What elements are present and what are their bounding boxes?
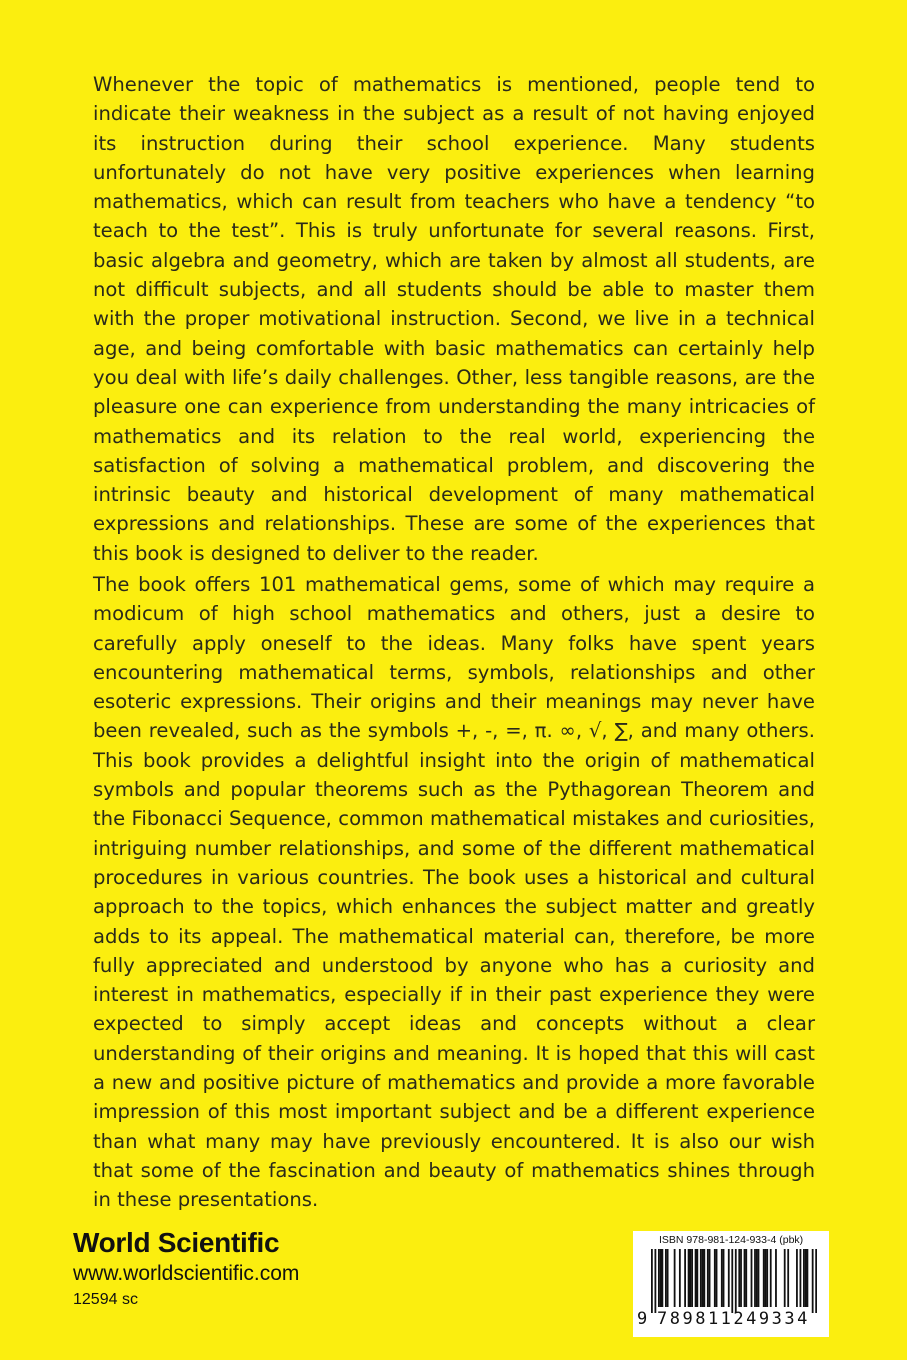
- barcode-bar: [702, 1249, 704, 1307]
- barcode-bar: [691, 1249, 693, 1307]
- barcode-bar: [716, 1249, 718, 1307]
- barcode-bar: [688, 1249, 690, 1307]
- publisher-url: www.worldscientific.com: [73, 1262, 300, 1285]
- barcode-bar: [803, 1249, 805, 1307]
- barcode-digits: 789811249334: [657, 1309, 810, 1329]
- back-cover-paragraph-1: Whenever the topic of mathematics is mentioned, people tend to indicate their weakness in the subject as a result of not having enjoyed its instruction during their school experience. Many students unfortunately do not have very positive experiences when learning mathematics, which can result from teachers who have a tendency “to teach to the test”. This is truly unfortunate for several reasons. First, basic algebra and geometry, which are taken by almost all students, are not difficult subjects, and all students should be able to master them with the proper motivational instruction. Second, we live in a technical age, and being comfortable with basic mathematics can certainly help you deal with life’s daily challenges. Other, less tangible reasons, are the pleasure one can experience from understanding the many intricacies of mathematics and its relation to the real world, experiencing the satisfaction of solving a mathematical problem, and discovering the intrinsic beauty and historical development of many mathematical expressions and relationships. These are some of the experiences that this book is designed to deliver to the reader.: [93, 73, 815, 565]
- back-cover-paragraph-2: The book offers 101 mathematical gems, some of which may require a modicum of high school mathematics and others, just a desire to carefully apply oneself to the ideas. Many folks have spent years encountering mathematical terms, symbols, relationships and other esoteric expressions. Their origins and their meanings may never have been revealed, such as the symbols +, -, =, π. ∞, √, ∑, and many others. This book provides a delightful insight into the origin of mathematical symbols and popular theorems such as the Pythagorean Theorem and the Fibonacci Sequence, common mathematical mistakes and curiosities, intriguing number relationships, and some of the different mathematical procedures in various countries. The book uses a historical and cultural approach to the topics, which enhances the subject matter and greatly adds to its appeal. The mathematical material can, therefore, be more fully appreciated and understood by anyone who has a curiosity and interest in mathematics, especially if in their past experience they were expected to simply accept ideas and concepts without a clear understanding of their origins and meaning. It is hoped that this will cast a new and positive picture of mathematics and provide a more favorable impression of this most important subject and be a different experience than what many may have previously encountered. It is also our wish that some of the fascination and beauty of mathematics shines through in these presentations.: [93, 573, 815, 1212]
- publisher-name: World Scientific: [73, 1227, 280, 1258]
- barcode-bar: [766, 1249, 768, 1307]
- barcode-bar: [756, 1249, 758, 1307]
- barcode-bar: [744, 1249, 746, 1307]
- barcode-bar: [800, 1249, 802, 1307]
- barcode-bar: [784, 1249, 786, 1307]
- barcode-bar: [728, 1249, 730, 1307]
- barcode-bar: [696, 1249, 698, 1307]
- barcode-bar: [754, 1249, 756, 1307]
- barcode-bar: [707, 1249, 709, 1307]
- barcode-bar: [684, 1249, 686, 1307]
- barcode-bar: [700, 1249, 702, 1307]
- barcode-bar: [658, 1249, 660, 1307]
- barcode-bar: [721, 1249, 723, 1307]
- barcode-bar: [805, 1249, 807, 1307]
- barcode-icon: [651, 1249, 817, 1313]
- barcode-bar: [731, 1249, 733, 1313]
- barcode-bar: [758, 1249, 760, 1307]
- barcode-bar: [661, 1249, 663, 1307]
- barcode-bar: [679, 1249, 681, 1307]
- barcode-bar: [815, 1249, 817, 1313]
- barcode-bar: [660, 1249, 662, 1307]
- barcode-bar: [740, 1249, 742, 1307]
- barcode-bar: [674, 1249, 676, 1307]
- barcode-bar: [695, 1249, 697, 1307]
- isbn-label: ISBN 978-981-124-933-4 (pbk): [659, 1234, 804, 1246]
- barcode-bar: [651, 1249, 653, 1313]
- barcode-bar: [738, 1249, 740, 1307]
- barcode-bar: [714, 1249, 716, 1307]
- barcode-bar: [807, 1249, 809, 1307]
- barcode-bar: [812, 1249, 814, 1313]
- product-code: 12594 sc: [73, 1291, 138, 1308]
- barcode-bar: [775, 1249, 777, 1307]
- barcode-bar: [723, 1249, 725, 1307]
- barcode-bar: [654, 1249, 656, 1313]
- barcode-bar: [751, 1249, 753, 1307]
- barcode-bar: [703, 1249, 705, 1307]
- barcode-bar: [765, 1249, 767, 1307]
- isbn-barcode-box: [633, 1231, 829, 1337]
- barcode-bar: [745, 1249, 747, 1307]
- barcode-bar: [763, 1249, 765, 1307]
- barcode-bar: [667, 1249, 669, 1307]
- barcode-first-digit: 9: [637, 1309, 648, 1329]
- barcode-bar: [689, 1249, 691, 1307]
- barcode-bar: [665, 1249, 667, 1307]
- barcode-bar: [796, 1249, 798, 1307]
- barcode-bar: [735, 1249, 737, 1313]
- barcode-bar: [770, 1249, 772, 1307]
- barcode-bar: [709, 1249, 711, 1307]
- publisher-block: [73, 1226, 299, 1312]
- barcode-bar: [787, 1249, 789, 1307]
